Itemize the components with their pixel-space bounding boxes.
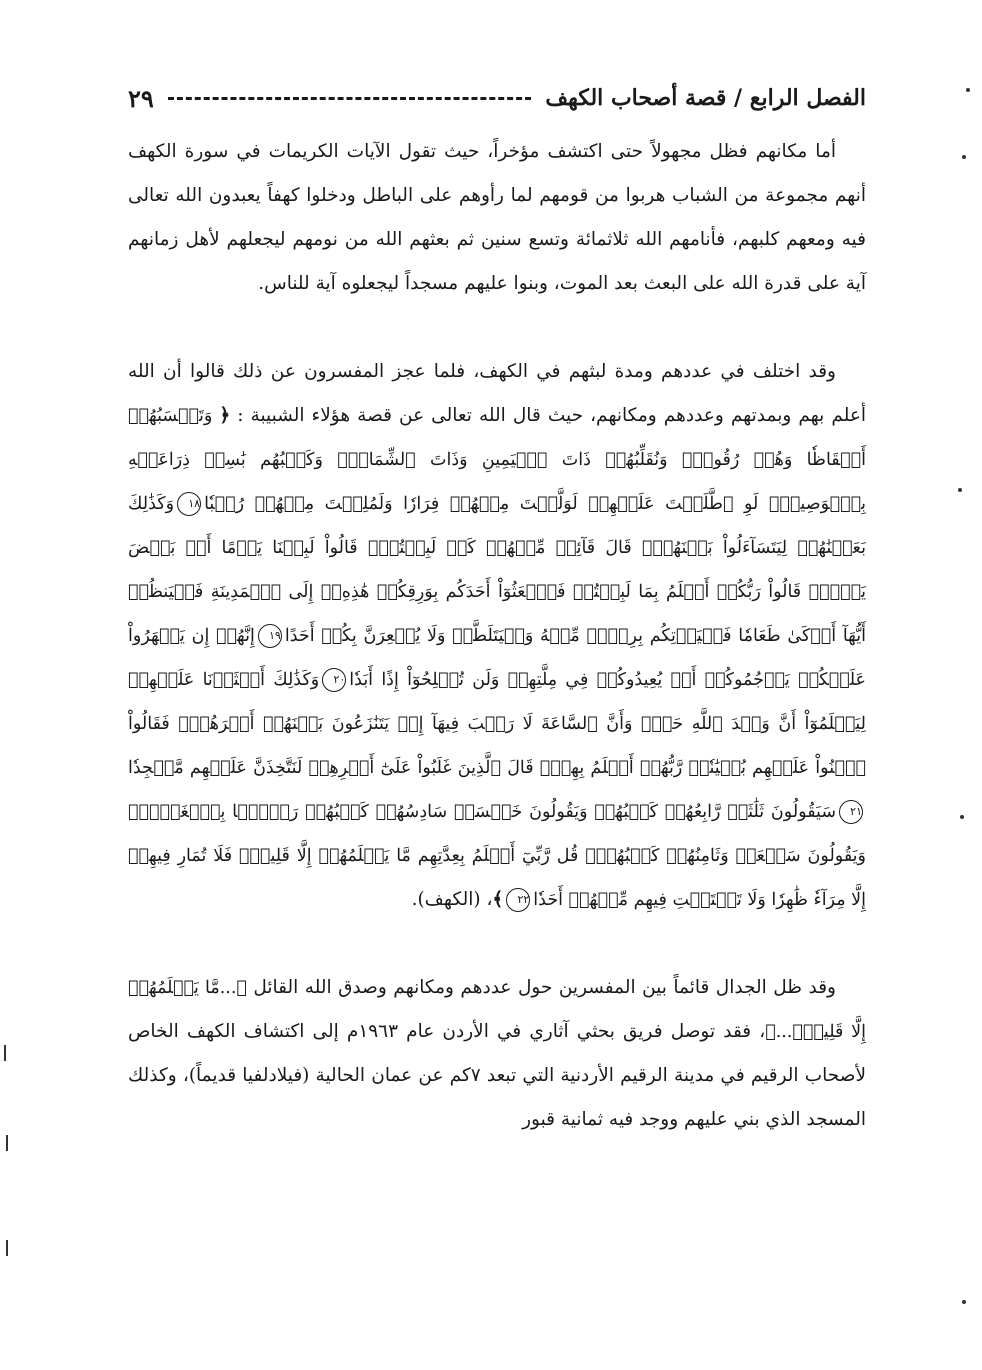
surah-source: ، (الكهف). <box>411 889 493 910</box>
paragraph-2-intro: وقد اختلف في عددهم ومدة لبثهم في الكهف، فلما عجز المفسرون عن ذلك قالوا أن الله أعلم بهم وبمدتهم وعددهم ومكانهم، حيث قال الله تعالى عن قصة هؤلاء الشبيبة : <box>128 361 866 426</box>
paragraph-3 <box>128 966 866 1142</box>
scan-mark <box>4 1045 6 1061</box>
paragraph-3-rest: ، فقد توصل فريق بحثي آثاري في الأردن عام ١٩٦٣م إلى اكتشاف الكهف الخاص لأصحاب الرقيم في مدينة الرقيم الأردنية التي تبعد ٧كم عن عمان الحالية (فيلادلفيا قديماً)، وكذلك المسجد الذي بني عليهم ووجد فيه ثمانية قبور <box>128 1021 867 1130</box>
quran-verse-18: وَتَحۡسَبُهُمۡ أَيۡقَاظٗا وَهُمۡ رُقُودٞۚ وَنُقَلِّبُهُمۡ ذَاتَ ٱلۡيَمِينِ وَذَاتَ ٱلشِّمَالِۖ وَكَلۡبُهُم بَٰسِطٞ ذِرَاعَيۡهِ بِٱلۡوَصِيدِۚ لَوِ ٱطَّلَعۡتَ عَلَيۡهِمۡ لَوَلَّيۡتَ مِنۡهُمۡ فِرَارٗا وَلَمُلِئۡتَ مِنۡهُمۡ رُعۡبٗا <box>128 406 866 514</box>
header-dashed-rule <box>168 97 532 100</box>
page-body <box>128 130 866 1142</box>
ayah-marker-20: ٢٠ <box>322 668 346 692</box>
quran-open-bracket: ﴿ <box>219 405 231 426</box>
paragraph-1: أما مكانهم فظل مجهولاً حتى اكتشف مؤخراً، حيث تقول الآيات الكريمات في سورة الكهف أنهم مجموعة من الشباب هربوا من قومهم لما رأوهم على الباطل ودخلوا كهفاً يعبدون الله تعالى فيه ومعهم كلبهم، فأنامهم الله ثلاثمائة وتسع سنين ثم بعثهم الله من نومهم ليجعلهم لأهل زمانهم آية على قدرة الله على البعث بعد الموت، وبنوا عليهم مسجداً ليجعلوه آية للناس. <box>128 141 866 294</box>
paragraph-2 <box>128 350 866 922</box>
paragraph-3-intro: وقد ظل الجدال قائماً بين المفسرين حول عددهم ومكانهم وصدق الله القائل <box>253 977 836 998</box>
scan-mark <box>6 1240 8 1256</box>
ayah-marker-22: ٢٢ <box>506 888 530 912</box>
quran-close-bracket: ﴾ <box>492 889 504 910</box>
quran-verse-22: سَيَقُولُونَ ثَلَٰثَةٞ رَّابِعُهُمۡ كَلۡبُهُمۡ وَيَقُولُونَ خَمۡسَةٞ سَادِسُهُمۡ كَلۡبُهُمۡ رَجۡمَۢا بِٱلۡغَيۡبِۖ وَيَقُولُونَ سَبۡعَةٞ وَثَامِنُهُمۡ كَلۡبُهُمۡۚ قُل رَّبِّيٓ أَعۡلَمُ بِعِدَّتِهِم مَّا يَعۡلَمُهُمۡ إِلَّا قَلِيلٞۗ فَلَا تُمَارِ فِيهِمۡ إِلَّا مِرَآءٗ ظَٰهِرٗا وَلَا تَسۡتَفۡتِ فِيهِم مِّنۡهُمۡ أَحَدٗا <box>128 802 866 910</box>
scan-mark <box>6 1135 8 1151</box>
quran-verse-19: وَكَذَٰلِكَ بَعَثۡنَٰهُمۡ لِيَتَسَآءَلُواْ بَيۡنَهُمۡۚ قَالَ قَآئِلٞ مِّنۡهُمۡ كَمۡ لَبِثۡتُمۡۖ قَالُواْ لَبِثۡنَا يَوۡمًا أَوۡ بَعۡضَ يَوۡمٖۚ قَالُواْ رَبُّكُمۡ أَعۡلَمُ بِمَا لَبِثۡتُمۡ فَٱبۡعَثُوٓاْ أَحَدَكُم بِوَرِقِكُمۡ هَٰذِهِۦٓ إِلَى ٱلۡمَدِينَةِ فَلۡيَنظُرۡ أَيُّهَآ أَزۡكَىٰ طَعَامٗا فَلۡيَأۡتِكُم بِرِزۡقٖ مِّنۡهُ وَلۡيَتَلَطَّفۡ وَلَا يُشۡعِرَنَّ بِكُمۡ أَحَدًا <box>128 494 866 646</box>
scan-mark <box>962 1300 966 1304</box>
ayah-marker-19: ١٩ <box>258 624 282 648</box>
quran-quote: ﴿...مَّا يَعۡلَمُهُمۡ إِلَّا قَلِيلٞۗ...﴾ <box>128 978 866 1042</box>
scan-mark <box>962 155 966 159</box>
scan-mark <box>958 488 962 492</box>
ayah-marker-18: ١٨ <box>177 492 201 516</box>
chapter-title: الفصل الرابع / قصة أصحاب الكهف <box>545 85 866 111</box>
page-header <box>128 78 866 118</box>
scan-mark <box>960 815 964 819</box>
quran-verse-20: إِنَّهُمۡ إِن يَظۡهَرُواْ عَلَيۡكُمۡ يَرۡجُمُوكُمۡ أَوۡ يُعِيدُوكُمۡ فِي مِلَّتِهِمۡ وَلَن تُفۡلِحُوٓاْ إِذًا أَبَدٗا <box>128 626 866 690</box>
page-number: ٢٩ <box>128 83 154 113</box>
scan-mark <box>966 88 970 92</box>
ayah-marker-21: ٢١ <box>839 800 863 824</box>
quran-verse-21: وَكَذَٰلِكَ أَعۡثَرۡنَا عَلَيۡهِمۡ لِيَعۡلَمُوٓاْ أَنَّ وَعۡدَ ٱللَّهِ حَقّٞ وَأَنَّ ٱلسَّاعَةَ لَا رَيۡبَ فِيهَآ إِذۡ يَتَنَٰزَعُونَ بَيۡنَهُمۡ أَمۡرَهُمۡۖ فَقَالُواْ ٱبۡنُواْ عَلَيۡهِم بُنۡيَٰنٗاۖ رَّبُّهُمۡ أَعۡلَمُ بِهِمۡۚ قَالَ ٱلَّذِينَ غَلَبُواْ عَلَىٰٓ أَمۡرِهِمۡ لَنَتَّخِذَنَّ عَلَيۡهِم مَّسۡجِدٗا <box>128 670 866 778</box>
